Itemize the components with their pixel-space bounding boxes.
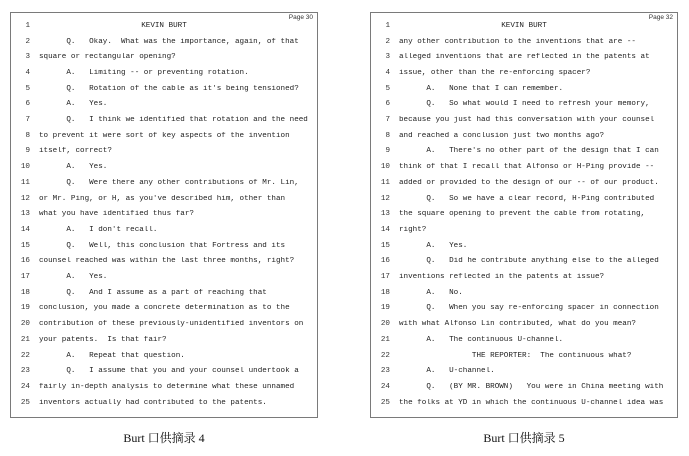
line-number: 5 xyxy=(385,84,390,93)
line-number: 2 xyxy=(25,37,30,46)
line-number: 1 xyxy=(385,21,390,30)
transcript-line xyxy=(11,112,317,128)
line-number: 17 xyxy=(380,273,390,282)
line-number: 9 xyxy=(25,147,30,156)
line-text: conclusion, you made a concrete determination as to the xyxy=(39,304,290,313)
transcript-line xyxy=(371,222,677,238)
line-number: 14 xyxy=(380,225,390,234)
line-number: 3 xyxy=(385,53,390,62)
line-text: or Mr. Ping, or H, as you've described him, other than xyxy=(39,194,286,203)
transcript-line xyxy=(11,65,317,81)
line-number: 16 xyxy=(380,257,390,266)
transcript-line xyxy=(11,49,317,65)
transcript-line xyxy=(11,348,317,364)
line-text: A. Yes. xyxy=(39,273,108,282)
line-text: added or provided to the design of our -- of our product. xyxy=(399,178,659,187)
line-text: with what Alfonso Lin contributed, what do you mean? xyxy=(399,320,636,329)
line-number: 21 xyxy=(380,335,390,344)
line-text: A. Limiting -- or preventing rotation. xyxy=(39,68,249,77)
line-text: think of that I recall that Alfonso or H-Ping provide -- xyxy=(399,163,655,172)
witness-name-header: KEVIN BURT xyxy=(141,21,187,30)
transcript-line xyxy=(371,175,677,191)
transcript-line xyxy=(11,238,317,254)
transcript-line xyxy=(11,81,317,97)
transcript-line xyxy=(11,144,317,160)
line-number: 20 xyxy=(20,320,30,329)
line-number: 9 xyxy=(385,147,390,156)
line-text: A. U-channel. xyxy=(399,367,495,376)
line-number: 19 xyxy=(380,304,390,313)
line-number: 24 xyxy=(380,382,390,391)
page-caption-left: Burt 口供摘录 4 xyxy=(123,431,205,445)
transcript-line xyxy=(371,144,677,160)
transcript-line xyxy=(371,34,677,50)
line-number: 13 xyxy=(20,210,30,219)
transcript-line xyxy=(371,254,677,270)
transcript-line xyxy=(371,332,677,348)
transcript-page-right xyxy=(370,12,678,418)
line-number: 5 xyxy=(25,84,30,93)
transcript-line xyxy=(371,285,677,301)
line-text: square or rectangular opening? xyxy=(39,53,176,62)
transcript-line xyxy=(371,191,677,207)
line-text: the square opening to prevent the cable from rotating, xyxy=(399,210,646,219)
line-text: Q. Rotation of the cable as it's being tensioned? xyxy=(39,84,299,93)
line-number: 23 xyxy=(20,367,30,376)
line-text: inventors actually had contributed to the patents. xyxy=(39,398,267,407)
line-text: Q. When you say re-enforcing spacer in connection xyxy=(399,304,659,313)
line-text: itself, correct? xyxy=(39,147,112,156)
line-number: 22 xyxy=(380,351,390,360)
line-text: Q. So we have a clear record, H-Ping contributed xyxy=(399,194,655,203)
line-number: 7 xyxy=(385,116,390,125)
line-text: because you just had this conversation with your counsel xyxy=(399,116,655,125)
transcript-line xyxy=(371,348,677,364)
line-text: right? xyxy=(399,225,427,234)
line-number: 10 xyxy=(20,163,30,172)
transcript-line xyxy=(371,206,677,222)
line-text: A. Yes. xyxy=(399,241,468,250)
page-caption-right: Burt 口供摘录 5 xyxy=(483,431,565,445)
transcript-line xyxy=(371,49,677,65)
transcript-line xyxy=(371,128,677,144)
line-text: inventions reflected in the patents at issue? xyxy=(399,273,605,282)
line-number: 25 xyxy=(380,398,390,407)
line-number: 2 xyxy=(385,37,390,46)
page-number: Page 30 xyxy=(288,14,313,21)
line-text: Q. I think we identified that rotation and the need xyxy=(39,116,308,125)
line-number: 11 xyxy=(380,178,390,187)
line-number: 15 xyxy=(380,241,390,250)
line-number: 1 xyxy=(25,21,30,30)
line-text: THE REPORTER: The continuous what? xyxy=(399,351,632,360)
transcript-line xyxy=(11,222,317,238)
line-number: 10 xyxy=(380,163,390,172)
line-text: to prevent it were sort of key aspects of the invention xyxy=(39,131,290,140)
line-text: the folks at YD in which the continuous U-channel idea was xyxy=(399,398,664,407)
line-text: Q. (BY MR. BROWN) You were in China meeting with xyxy=(399,382,664,391)
page-number: Page 32 xyxy=(648,14,673,21)
line-text: Q. I assume that you and your counsel undertook a xyxy=(39,367,299,376)
transcript-line xyxy=(371,269,677,285)
transcript-line xyxy=(11,206,317,222)
line-text: Q. Were there any other contributions of Mr. Lin, xyxy=(39,178,299,187)
transcript-line xyxy=(371,97,677,113)
line-number: 23 xyxy=(380,367,390,376)
line-text: contribution of these previously-unidentified inventors on xyxy=(39,320,304,329)
transcript-line xyxy=(371,65,677,81)
line-number: 6 xyxy=(385,100,390,109)
line-number: 7 xyxy=(25,116,30,125)
line-text: and reached a conclusion just two months ago? xyxy=(399,131,605,140)
transcript-line xyxy=(11,254,317,270)
line-number: 24 xyxy=(20,382,30,391)
line-number: 4 xyxy=(385,68,390,77)
line-number: 20 xyxy=(380,320,390,329)
line-number: 12 xyxy=(380,194,390,203)
line-text: A. I don't recall. xyxy=(39,225,158,234)
line-number: 22 xyxy=(20,351,30,360)
transcript-line xyxy=(11,159,317,175)
transcript-line xyxy=(371,238,677,254)
line-text: issue, other than the re-enforcing spacer? xyxy=(399,68,591,77)
transcript-line xyxy=(11,363,317,379)
transcript-line xyxy=(11,175,317,191)
line-number: 11 xyxy=(20,178,30,187)
line-text: A. Yes. xyxy=(39,163,108,172)
transcript-line xyxy=(11,128,317,144)
transcript-line xyxy=(371,81,677,97)
line-number: 18 xyxy=(20,288,30,297)
transcript-header-line xyxy=(11,18,317,34)
transcript-line xyxy=(11,285,317,301)
line-number: 25 xyxy=(20,398,30,407)
transcript-line xyxy=(11,34,317,50)
transcript-line xyxy=(11,191,317,207)
line-text: A. The continuous U-channel. xyxy=(399,335,564,344)
line-text: A. No. xyxy=(399,288,463,297)
line-number: 16 xyxy=(20,257,30,266)
line-text: fairly in-depth analysis to determine what these unnamed xyxy=(39,382,295,391)
line-text: Q. Okay. What was the importance, again, of that xyxy=(39,37,299,46)
transcript-line xyxy=(371,159,677,175)
transcript-line xyxy=(11,301,317,317)
transcript-page-left xyxy=(10,12,318,418)
line-number: 13 xyxy=(380,210,390,219)
line-number: 8 xyxy=(385,131,390,140)
transcript-line xyxy=(371,316,677,332)
witness-name-header: KEVIN BURT xyxy=(501,21,547,30)
line-number: 19 xyxy=(20,304,30,313)
line-text: A. None that I can remember. xyxy=(399,84,564,93)
line-text: Q. So what would I need to refresh your memory, xyxy=(399,100,650,109)
line-number: 18 xyxy=(380,288,390,297)
line-number: 14 xyxy=(20,225,30,234)
line-number: 3 xyxy=(25,53,30,62)
line-text: your patents. Is that fair? xyxy=(39,335,167,344)
transcript-line xyxy=(11,332,317,348)
line-number: 8 xyxy=(25,131,30,140)
transcript-line xyxy=(11,395,317,411)
line-text: Q. Well, this conclusion that Fortress and its xyxy=(39,241,286,250)
transcript-line xyxy=(371,301,677,317)
transcript-line xyxy=(11,97,317,113)
transcript-line xyxy=(371,379,677,395)
line-number: 17 xyxy=(20,273,30,282)
line-number: 4 xyxy=(25,68,30,77)
line-text: counsel reached was within the last three months, right? xyxy=(39,257,295,266)
transcript-line xyxy=(371,395,677,411)
line-number: 21 xyxy=(20,335,30,344)
transcript-header-line xyxy=(371,18,677,34)
line-text: any other contribution to the inventions that are -- xyxy=(399,37,636,46)
line-text: Q. And I assume as a part of reaching that xyxy=(39,288,267,297)
line-text: alleged inventions that are reflected in the patents at xyxy=(399,53,650,62)
line-number: 15 xyxy=(20,241,30,250)
line-text: A. There's no other part of the design that I can xyxy=(399,147,659,156)
line-text: A. Yes. xyxy=(39,100,108,109)
transcript-line xyxy=(11,269,317,285)
line-number: 12 xyxy=(20,194,30,203)
line-number: 6 xyxy=(25,100,30,109)
line-text: what you have identified thus far? xyxy=(39,210,194,219)
transcript-line xyxy=(11,316,317,332)
line-text: A. Repeat that question. xyxy=(39,351,185,360)
transcript-line xyxy=(371,112,677,128)
transcript-line xyxy=(11,379,317,395)
transcript-line xyxy=(371,363,677,379)
line-text: Q. Did he contribute anything else to the alleged xyxy=(399,257,659,266)
